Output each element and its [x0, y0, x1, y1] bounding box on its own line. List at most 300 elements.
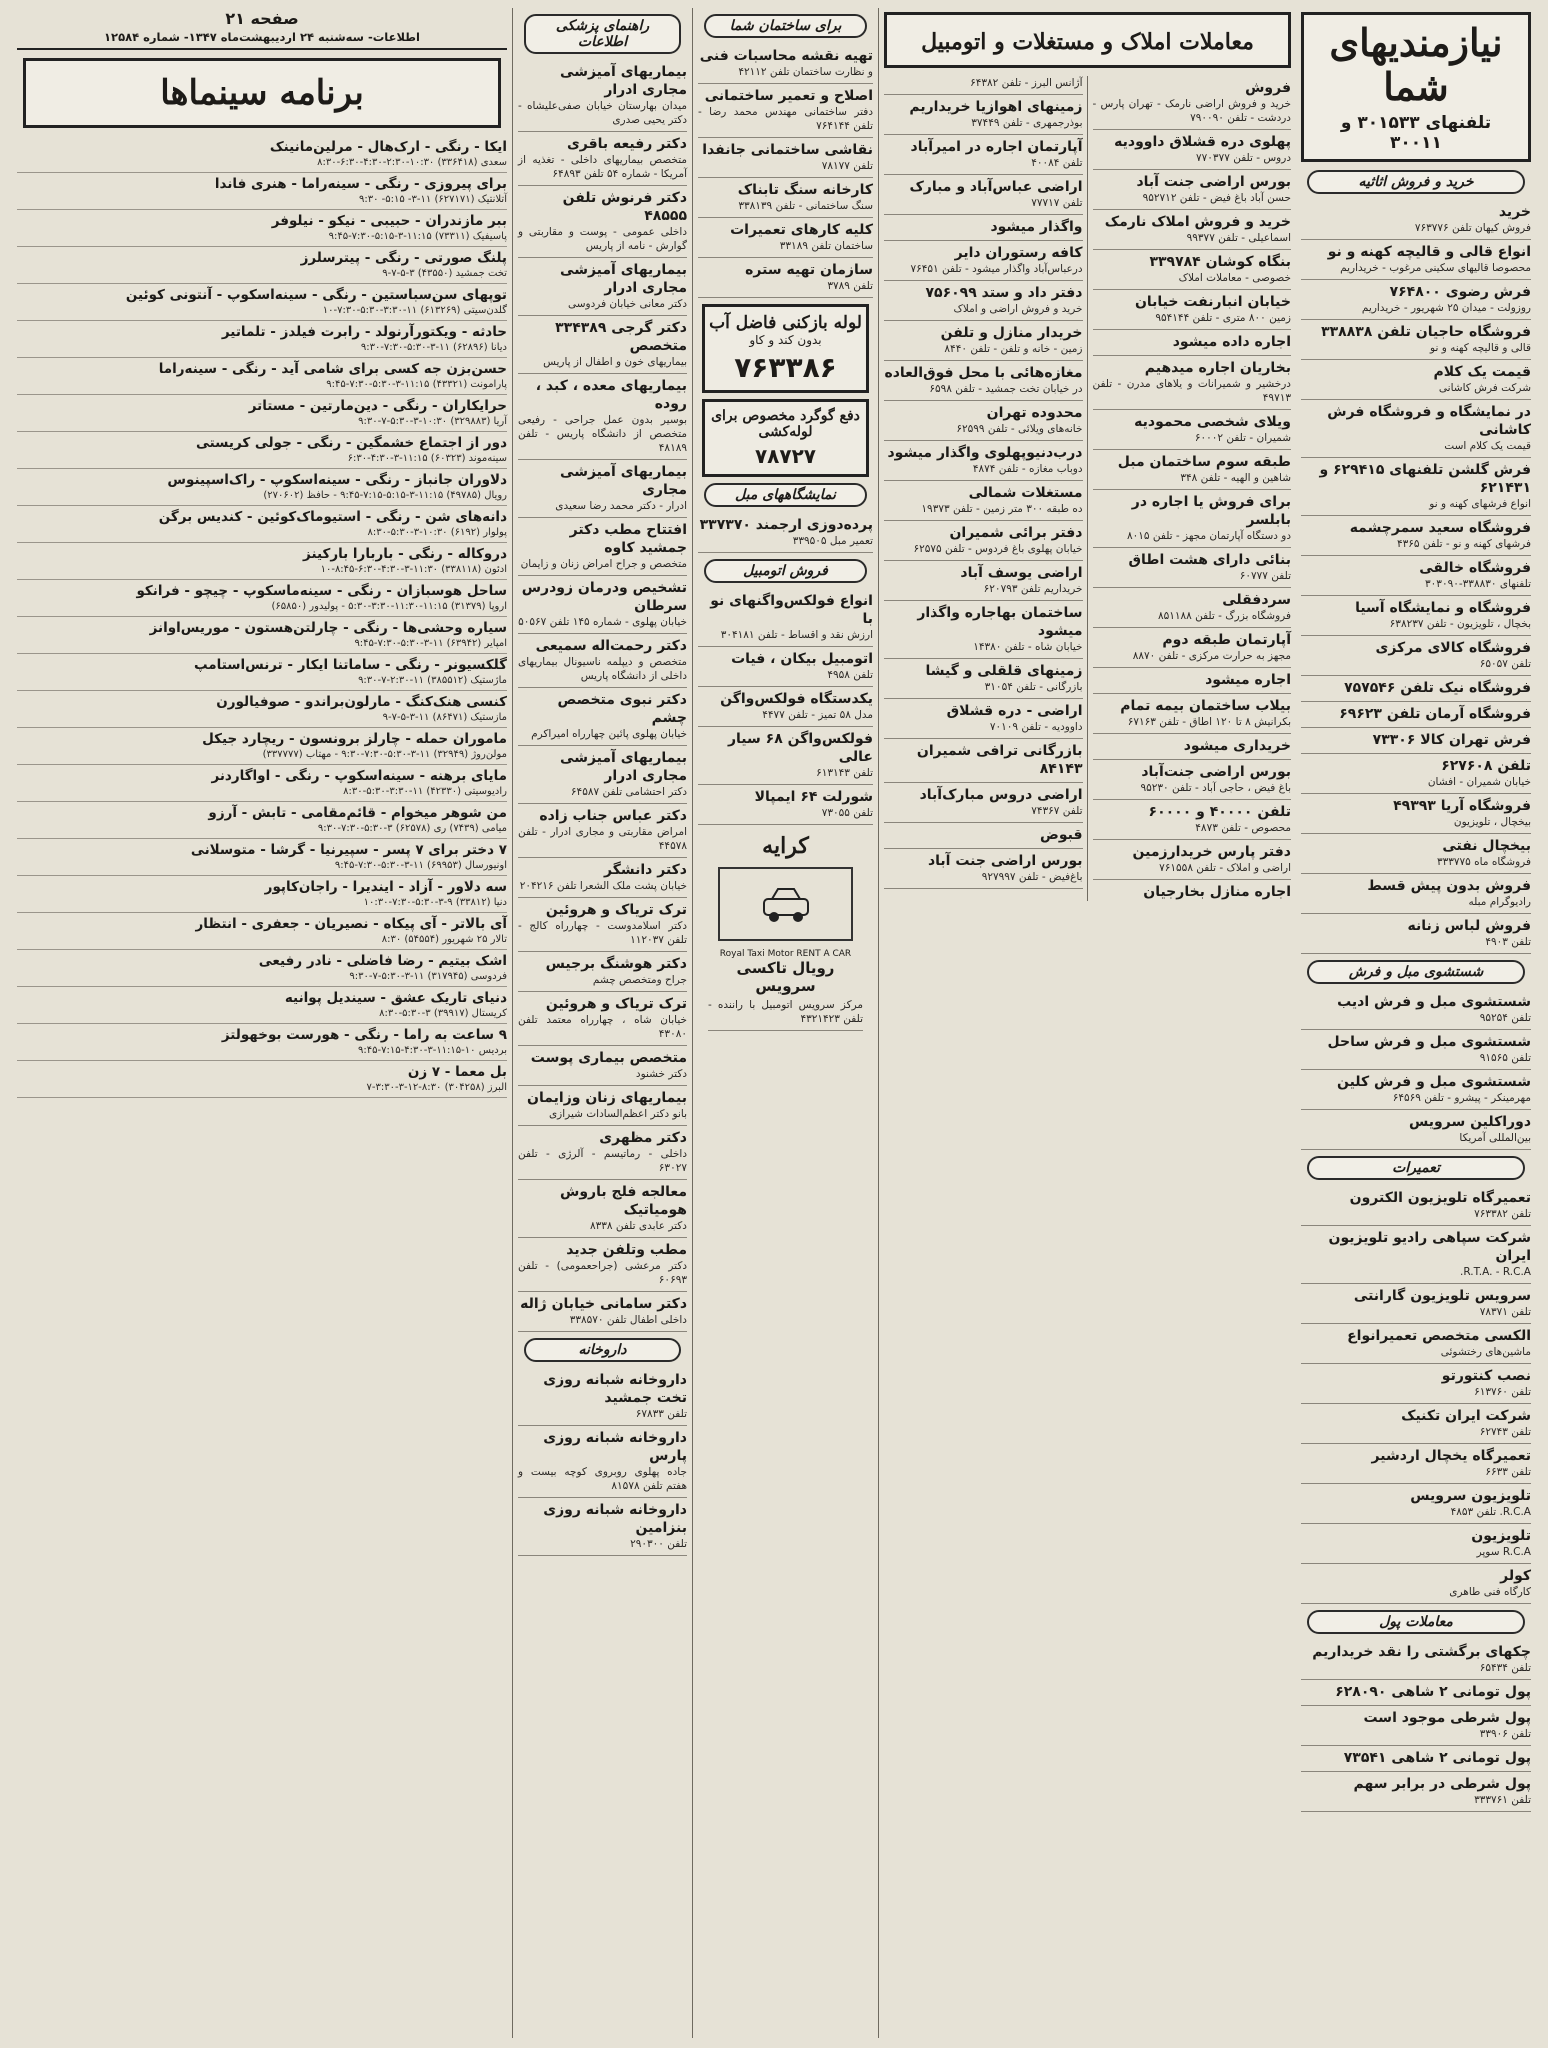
ad-title: قیمت یک کلام [1433, 364, 1531, 380]
ad-title: فروشگاه کالای مرکزی [1375, 640, 1531, 656]
ad-title: حادثه - ویکتورآرنولد - رابرت فیلدز - تلماتیر [221, 324, 507, 340]
ad-title: چکهای برگشتی را نقد خریداریم [1312, 1644, 1531, 1660]
ad-item [1301, 400, 1531, 458]
ad-title: دکتر سامانی خیابان ژاله [520, 1296, 687, 1312]
ad-item [518, 258, 687, 316]
ad-body: تلفن ۶۵۰۵۷ [1479, 658, 1531, 670]
ad-item [884, 601, 1083, 659]
page-number: صفحه ۲۱ [225, 9, 299, 28]
ad-title: فرش گلشن تلفنهای ۶۲۹۴۱۵ و ۶۲۱۴۳۱ [1319, 462, 1531, 496]
ad-item [17, 321, 507, 358]
ad-title: دکتر عباس جناب زاده [539, 808, 687, 824]
ad-title: بیماریهای معده ، کبد ، روده [535, 378, 687, 412]
ad-item [884, 401, 1083, 441]
drain-cleaning-box [702, 304, 869, 393]
ad-title: گلکسیونر - رنگی - ساماتنا ایکار - ترنس‌استامپ [193, 657, 507, 673]
ad-item [1301, 1226, 1531, 1284]
ad-item [698, 513, 873, 553]
ad-item [1093, 490, 1292, 548]
ad-body: تلفن ۴۹۰۳ [1485, 936, 1531, 948]
ad-body: خیابان شاه - تلفن ۱۴۳۸۰ [973, 641, 1083, 653]
ad-title: مایای برهنه - سینه‌اسکوپ - رنگی - اواگاردنر [211, 768, 507, 784]
ad-body: گلدن‌سیتی (۶۱۳۲۶۹) ۱۱-۳:۳۰-۵:۳۰-۷:۳۰-۱۰ [322, 305, 507, 316]
ad-title: آپارتمان طبقه دوم [1162, 632, 1291, 648]
construction-list [698, 44, 873, 298]
ad-title: دفتر پارس خریدارزمین [1132, 844, 1291, 860]
ad-title: کولر [1500, 1568, 1531, 1584]
ad-body: تلفن ۷۸۱۷۷ [821, 160, 873, 172]
ad-item [17, 691, 507, 728]
ad-item [1301, 458, 1531, 516]
ad-item [17, 247, 507, 284]
ad-body: داخلی عمومی - پوست و مقاربتی و گوارش - نامه از پاریس [518, 226, 687, 252]
ad-body: بازرگانی - تلفن ۳۱۰۵۴ [984, 681, 1083, 693]
ad-body: متخصص بیماریهای داخلی - تغذیه از آمریکا - شماره ۵۴ تلفن ۶۴۸۹۳ [518, 154, 687, 180]
needs-section-list [1301, 1640, 1531, 1812]
ad-item [884, 175, 1083, 215]
ad-item [1301, 320, 1531, 360]
ad-body: خریداریم تلفن ۶۲۰۷۹۳ [983, 583, 1083, 595]
ad-body: مهرمینکر - پیشرو - تلفن ۶۴۵۶۹ [1392, 1092, 1531, 1104]
construction-column [692, 8, 878, 2038]
ad-title: دنیای تاریک عشق - سیندیل پوانیه [284, 990, 507, 1006]
ad-body: پاسیفیک (۷۳۳۱۱) ۱۱:۱۵-۳-۵:۱۵-۷:۳۰-۹:۴۵ [328, 231, 507, 242]
ad-body: دوباب مغازه - تلفن ۴۸۷۴ [972, 463, 1083, 475]
ad-item [1301, 1706, 1531, 1746]
ad-body: تلفن ۷۴۳۶۷ [1031, 805, 1083, 817]
ad-body: بیخچال ، تلویزیون [1453, 816, 1531, 828]
ad-body: دفتر ساختمانی مهندس محمد رضا - تلفن ۷۶۴۱۴۴ [698, 106, 873, 132]
ad-body: آتلانتیک (۶۲۷۱۷۱) ۱۱-۳- ۵:۱۵- ۹:۳۰ [358, 194, 507, 205]
ad-item [1093, 130, 1292, 170]
ad-body: تلفن ۶۲۷۴۳ [1479, 1426, 1531, 1438]
ad-item [698, 44, 873, 84]
ad-item [518, 1292, 687, 1332]
ad-item [1093, 628, 1292, 668]
ad-body: تلفن ۴۰۰۸۴ [1031, 157, 1083, 169]
ad-item [884, 521, 1083, 561]
ad-title: دکتر هوشنگ برجیس [545, 956, 687, 972]
ad-body: متخصص و دیپلمه ناسیونال بیماریهای داخلی از دانشگاه پاریس [518, 656, 687, 682]
ad-title: زمینهای اهوازیا خریداریم [909, 99, 1083, 115]
ad-title: اشک بیتیم - رضا فاضلی - نادر رفیعی [258, 953, 507, 969]
ad-item [518, 576, 687, 634]
ad-title: دور از اجتماع خشمگین - رنگی - جولی کریستی [195, 435, 507, 451]
ad-body: داخلی - رماتیسم - آلرژی - تلفن ۶۳۰۲۷ [518, 1148, 687, 1174]
ad-item [884, 441, 1083, 481]
ad-body: دکتر خشنود [635, 1068, 687, 1080]
ad-item [1093, 548, 1292, 588]
ad-body: خصوصی - معاملات املاک [1178, 272, 1291, 284]
ad-body: تلفن ۳۳۳۷۶۱ [1474, 1794, 1531, 1806]
ad-title: در نمایشگاه و فروشگاه فرش کاشانی [1327, 404, 1531, 438]
ad-title: تلویزیون سرویس [1410, 1488, 1531, 1504]
ad-body: محصوصا قالیهای سکینی مرغوب - خریداریم [1340, 262, 1531, 274]
ad-item [1301, 1444, 1531, 1484]
ad-body: آژانس البرز - تلفن ۶۴۳۸۲ [970, 77, 1083, 89]
ad-body: قیمت یک کلام است [1444, 440, 1531, 452]
ad-item [518, 60, 687, 132]
ad-title: فولکس‌واگن ۶۸ سیار عالی [727, 731, 873, 765]
ad-title: شستشوی مبل و فرش ادیب [1337, 994, 1531, 1010]
ad-body: در خیابان تخت جمشید - تلفن ۶۵۹۸ [929, 383, 1083, 395]
ad-body: تلفن ۶۱۳۱۴۳ [816, 767, 873, 779]
ad-body: تلفن ۷۷۷۱۷ [1031, 197, 1083, 209]
ad-item [17, 802, 507, 839]
ad-item [1093, 734, 1292, 760]
royal-taxi-logo [718, 867, 853, 941]
ad-body: ارزش نقد و اقساط - تلفن ۳۰۴۱۸۱ [720, 629, 873, 641]
ad-item [518, 746, 687, 804]
ad-item [1093, 450, 1292, 490]
ad-body: مولن‌روژ (۳۲۹۴۹) ۱۱-۳-۵:۳۰-۷:۳۰-۹:۳۰ - مهتاب (۳۳۷۷۷۷) [262, 749, 507, 760]
ad-item [518, 132, 687, 186]
estate-title: معاملات املاک و مستغلات و اتومبیل [921, 29, 1254, 55]
ad-body: بردیس ۱۰-۱۱:۱۵-۳-۴:۳۰-۷:۱۵-۹:۴۵ [358, 1045, 507, 1056]
ad-title: خرید و فروش املاک نارمک [1104, 214, 1291, 230]
ad-title: کافه رستوران دایر [954, 245, 1083, 261]
ad-item [884, 699, 1083, 739]
ad-body: اونیورسال (۶۹۹۵۳) ۱۱-۳-۵:۳۰-۷:۳۰-۹:۴۵ [334, 860, 507, 871]
ad-item [884, 823, 1083, 849]
ad-body: داخلی اطفال تلفن ۳۳۸۵۷۰ [569, 1314, 687, 1326]
ad-item [1301, 1524, 1531, 1564]
ad-body: خیابان شاه ، چهارراه معتمد تلفن ۴۳۰۸۰ [518, 1014, 687, 1040]
ad-item [1301, 1364, 1531, 1404]
ad-item [518, 1498, 687, 1556]
ad-item [17, 358, 507, 395]
ad-title: پلنگ صورتی - رنگی - پیترسلرز [300, 250, 507, 266]
ad-title: الکسی متخصص تعمیرانواع [1347, 1328, 1531, 1344]
ad-body: دو دستگاه آپارتمان مجهز - تلفن ۸۰۱۵ [1126, 530, 1291, 542]
ad-item [1301, 1070, 1531, 1110]
ad-body: رویال (۴۹۷۸۵) ۱۱:۱۵-۳-۵:۱۵-۷:۱۵-۹:۴۵ - حافظ (۲۷۰۶۰۲) [263, 490, 507, 501]
ad-item [17, 654, 507, 691]
ad-item [884, 321, 1083, 361]
ad-item [698, 589, 873, 647]
ad-body: اروپا (۳۱۳۷۹) ۱۱:۱۵-۱۱:۳۰-۳:۳۰-۵:۳۰ - پولیدور (۶۵۸۵۰) [271, 601, 507, 612]
ad-body: باغ‌فیض - تلفن ۹۲۷۹۹۷ [981, 871, 1083, 883]
ad-title: بنائی دارای هشت اطاق [1128, 552, 1291, 568]
ad-item [1093, 330, 1292, 356]
ad-title: بیلاب ساختمان بیمه تمام [1120, 698, 1291, 714]
ad-item [518, 460, 687, 518]
ad-item [518, 518, 687, 576]
ad-item [518, 186, 687, 258]
ad-item [1301, 794, 1531, 834]
exhibitions-header: نمایشگاههای مبل [704, 483, 867, 507]
ad-item [698, 84, 873, 138]
ad-item [17, 543, 507, 580]
ad-item [884, 361, 1083, 401]
ad-body: خیابان شمیران - افشان [1427, 776, 1531, 788]
ad-body: دکتر احتشامی تلفن ۶۴۵۸۷ [570, 786, 687, 798]
ad-title: سرویس تلویزیون گارانتی [1353, 1288, 1531, 1304]
ad-title: دروکاله - رنگی - باربارا بارکینز [303, 546, 507, 562]
ad-title: دکتر نبوی متخصص چشم [557, 692, 687, 726]
ad-title: دکتر مظهری [599, 1130, 687, 1146]
ad-title: ایکا - رنگی - ارک‌هال - مرلین‌مانینک [269, 139, 507, 155]
ad-title: اجاره میشود [1205, 672, 1291, 688]
ad-title: فرش رضوی ۷۶۴۸۰۰ [1389, 284, 1531, 300]
ad-item [884, 215, 1083, 241]
ad-body: مجهز به حرارت مرکزی - تلفن ۸۸۷۰ [1132, 650, 1291, 662]
cars-list [698, 589, 873, 825]
ad-body: دکتر مرعشی (جراحعمومی) - تلفن ۶۰۶۹۳ [518, 1260, 687, 1286]
ad-body: خیابان پشت ملک الشعرا تلفن ۲۰۴۲۱۶ [519, 880, 687, 892]
ad-title: بیماریهای آمیزشی مجاری ادرار [560, 262, 687, 296]
ad-body: خیابان پهلوی پائین چهارراه امیراکرم [531, 728, 687, 740]
ad-body: بخچال ، تلویزیون - تلفن ۶۳۸۲۳۷ [1389, 618, 1531, 630]
ad-body: ماژستیک (۳۸۵۵۱۲) ۱۱-۲:۳۰-۷-۹:۳۰ [358, 675, 507, 686]
ad-body: تلفن ۳۷۸۹ [827, 280, 873, 292]
ad-item [518, 1368, 687, 1426]
ad-item [17, 432, 507, 469]
ad-item [698, 687, 873, 727]
ad-item [518, 858, 687, 898]
pharmacy-header: داروخانه [524, 1338, 681, 1362]
ad-item [17, 580, 507, 617]
ad-title: فروشگاه خالقی [1419, 560, 1531, 576]
ad-title: برای فروش یا اجاره در بابلسر [1131, 494, 1291, 528]
ad-title: فروش [1245, 80, 1291, 96]
ad-title: بیماریهای آمیزشی مجاری [560, 464, 687, 498]
ad-item [1301, 1640, 1531, 1680]
ad-item [518, 1238, 687, 1292]
ad-item [1301, 914, 1531, 954]
ad-body: ده طبقه ۳۰۰ متر زمین - تلفن ۱۹۳۷۳ [921, 503, 1083, 515]
ad-item [17, 506, 507, 543]
ad-title: بنگاه کوشان ۳۳۹۷۸۴ [1149, 254, 1291, 270]
cinema-list [17, 136, 507, 1098]
ad-item [518, 634, 687, 688]
ad-title: پول تومانی ۲ شاهی ۶۲۸۰۹۰ [1335, 1684, 1531, 1700]
ad-body: خیابان پهلوی باغ فردوس - تلفن ۶۲۵۷۵ [913, 543, 1083, 555]
pest-control-box [702, 399, 869, 477]
ad-item [1301, 516, 1531, 556]
ad-body: بکرانیش ۸ تا ۱۲۰ اطاق - تلفن ۶۷۱۶۳ [1127, 716, 1291, 728]
ad-title: بل معما - ۷ زن [407, 1064, 507, 1080]
drain-box-line2: بدون کند و کاو [749, 333, 822, 347]
ad-item [1301, 596, 1531, 636]
pest-box-phone: ۷۸۷۲۷ [754, 444, 817, 468]
ad-title: زمینهای قلقلی و گیشا [925, 663, 1083, 679]
ad-item [884, 481, 1083, 521]
ad-title: نصب کنتورتو [1441, 1368, 1531, 1384]
ad-title: اراضی عباس‌آباد و مبارک [909, 179, 1083, 195]
ad-title: شستشوی مبل و فرش ساحل [1327, 1034, 1531, 1050]
ad-body: کارگاه فنی طاهری [1449, 1586, 1531, 1598]
ad-title: تلفن ۶۲۷۶۰۸ [1441, 758, 1531, 774]
ad-item [698, 138, 873, 178]
ad-item [1093, 356, 1292, 410]
ad-item [1301, 1564, 1531, 1604]
ad-item [884, 95, 1083, 135]
ad-body: تلفن ۴۹۵۸ [827, 669, 873, 681]
ad-title: نقاشی ساختمانی جانفدا [702, 142, 873, 158]
ad-item [884, 849, 1083, 889]
ad-title: دوراکلین سرویس [1408, 1114, 1531, 1130]
ad-item [1301, 1110, 1531, 1150]
medical-header: راهنمای پزشکی اطلاعات [524, 14, 681, 54]
ad-item [1301, 1772, 1531, 1812]
needs-title: نیازمندیهای شما [1329, 20, 1503, 109]
ad-item [17, 1061, 507, 1098]
ad-title: تعمیرگاه یخچال اردشیر [1371, 1448, 1531, 1464]
ad-item [1301, 834, 1531, 874]
ad-title: خرید [1498, 204, 1531, 220]
ad-title: فروشگاه و نمایشگاه آسیا [1355, 600, 1531, 616]
ad-title: فروش لباس زنانه [1407, 918, 1531, 934]
ad-title: برای پیروزی - رنگی - سینه‌راما - هنری فاندا [214, 176, 507, 192]
ad-body: میدان بهارستان خیابان صفی‌علیشاه - دکتر یحیی صدری [518, 100, 687, 126]
ad-title: داروخانه شبانه روزی پارس [543, 1430, 687, 1464]
ad-item [518, 992, 687, 1046]
ad-body: ادئون (۳۳۸۱۱۸) ۱۱:۳۰-۳-۴:۳۰-۶:۳۰-۸:۴۵-۱۰ [320, 564, 507, 575]
ad-item [1301, 1284, 1531, 1324]
ad-body: تلفن ۳۳۹۰۶ [1479, 1728, 1531, 1740]
ad-item [17, 1024, 507, 1061]
ad-title: کنسی هنک‌کنگ - مارلون‌براندو - صوفیالورن [216, 694, 507, 710]
ad-body: R.C.A. تلفن ۴۸۵۳ [1450, 1506, 1531, 1518]
ad-body: اراضی و املاک - تلفن ۷۶۱۵۵۸ [1159, 862, 1291, 874]
ad-body: خرید و فروش اراضی و املاک [953, 303, 1083, 315]
estate-masthead [884, 12, 1291, 68]
ad-body: سینه‌موند (۶۰۳۲۳) ۱۱:۱۵-۳-۴:۳۰-۶:۳۰ [347, 453, 507, 464]
ad-title: انواع قالی و قالیچه کهنه و نو [1327, 244, 1531, 260]
ad-item [518, 316, 687, 374]
ad-body: و نظارت ساختمان تلفن ۴۲۱۱۲ [738, 66, 873, 78]
ad-title: شرکت سپاهی رادیو تلویزیون ایران [1328, 1230, 1531, 1264]
ad-body: تلفن ۹۱۵۶۵ [1479, 1052, 1531, 1064]
ad-item [1301, 1746, 1531, 1772]
ad-item [1301, 360, 1531, 400]
ad-body: ساختمان تلفن ۳۳۱۸۹ [779, 240, 873, 252]
taxi-car-icon [756, 879, 816, 929]
needs-section-list [1301, 200, 1531, 954]
ad-body: تلفن ۶۵۴۳۴ [1479, 1662, 1531, 1674]
ad-item [17, 839, 507, 876]
ad-body: تخت جمشید (۴۳۵۵۰) ۳-۵-۷-۹ [382, 268, 507, 279]
ad-item [1301, 636, 1531, 676]
ad-title: بازرگانی ترافی شمیران ۸۴۱۴۳ [916, 743, 1083, 777]
ad-item [884, 783, 1083, 823]
ad-title: مغازه‌هائی با محل فوق‌العاده [884, 365, 1083, 381]
ad-body: داوودیه - تلفن ۷۰۱۰۹ [989, 721, 1083, 733]
ad-title: اجاره داده میشود [1172, 334, 1291, 350]
medical-column [512, 8, 692, 2038]
ad-body: خانه‌های ویلائی - تلفن ۶۲۵۹۹ [956, 423, 1083, 435]
ad-item [1301, 280, 1531, 320]
ad-body: تلفنهای ۳۳۸۸۳۰-۳۰۳۰۹۰ [1425, 578, 1531, 590]
estate-list [884, 76, 1291, 901]
ad-title: محدوده تهران [986, 405, 1083, 421]
ad-title: پول شرطی موجود است [1363, 1710, 1531, 1726]
ad-title: تلفن ۴۰۰۰۰ و ۶۰۰۰۰ [1148, 804, 1291, 820]
ad-item [518, 804, 687, 858]
ad-item [884, 561, 1083, 601]
ad-body: تلفن ۷۸۳۷۱ [1479, 1306, 1531, 1318]
ad-title: سازمان تهیه ستره [745, 262, 873, 278]
ad-title: آی بالاتر - آی پیکاه - نصیریان - جعفری - انتظار [195, 916, 507, 932]
ad-body: فردوسی (۳۱۷۹۴۵) ۱۱-۳-۵:۳۰-۷-۹:۳۰ [349, 971, 507, 982]
ad-item [17, 913, 507, 950]
ad-body: مازستیک (۸۶۴۷۱) ۱۱-۳-۵-۷-۹ [382, 712, 507, 723]
ad-body: جاده پهلوی روبروی کوچه بیست و هفتم تلفن ۸۱۵۷۸ [518, 1466, 687, 1492]
ad-title: مطب وتلفن جدید [566, 1242, 687, 1258]
estate-column [878, 8, 1296, 2038]
ad-body: روزولت - میدان ۲۵ شهریور - خریداریم [1361, 302, 1531, 314]
needs-phones: تلفنهای ۳۰۱۵۳۳ و ۳۰۰۱۱ [1340, 113, 1492, 153]
ad-body: زمین - خانه و تلفن - تلفن ۸۴۴۰ [944, 343, 1083, 355]
ad-item [698, 258, 873, 298]
ad-body: تعمیر مبل ۳۳۹۵۰۵ [792, 535, 873, 547]
ad-title: یکدستگاه فولکس‌واگن [720, 691, 873, 707]
needs-section-list [1301, 990, 1531, 1150]
ad-body: حسن آباد باغ فیض - تلفن ۹۵۲۷۱۲ [1142, 192, 1291, 204]
ad-title: دکتر رفیعه باقری [566, 136, 687, 152]
ad-title: فروش بدون پیش قسط [1367, 878, 1531, 894]
ad-item [518, 898, 687, 952]
ad-item [17, 136, 507, 173]
ad-title: خیابان انبارنفت خیابان [1134, 294, 1291, 310]
ad-item [518, 952, 687, 992]
ad-title: سیاره وحشی‌ها - رنگی - چارلتن‌هستون - موریس‌اوانز [149, 620, 507, 636]
ad-item [1301, 1404, 1531, 1444]
ad-title: دکتر رحمت‌اله سمیعی [535, 638, 687, 654]
ad-item [1093, 290, 1292, 330]
ad-body: کریستال (۳۹۹۱۷) ۳-۵:۳۰-۸:۳۰ [379, 1008, 507, 1019]
ad-item [884, 135, 1083, 175]
ad-body: میامی (۷۴۳۹) ری (۶۲۵۷۸) ۳-۵:۳۰-۷:۳۰-۹:۳۰ [317, 823, 507, 834]
needs-section-list [1301, 1186, 1531, 1604]
ad-title: بورس اراضی جنت‌آباد [1141, 764, 1291, 780]
ad-title: ترک تریاک و هروئین [545, 996, 687, 1012]
ad-title: شرکت ایران تکنیک [1401, 1408, 1531, 1424]
ad-body: شمیران - تلفن ۶۰۰۰۲ [1194, 432, 1291, 444]
ad-title: فروشگاه آرمان تلفن ۶۹۶۲۳ [1339, 706, 1531, 722]
ad-item [698, 178, 873, 218]
ad-title: بورس اراضی جنت آباد [927, 853, 1083, 869]
ad-body: پارامونت (۴۳۳۲۱) ۱۱:۱۵-۳-۵:۳۰-۷:۳۰-۹:۴۵ [326, 379, 507, 390]
ad-item [1301, 1680, 1531, 1706]
ad-body: تلفن ۷۳۰۵۵ [821, 807, 873, 819]
medical-list [518, 60, 687, 1332]
ad-body: البرز (۳۰۴۲۵۸) ۸:۳۰-۱۲-۳-۳:۳۰-۷ [366, 1082, 507, 1093]
drain-box-line1: لوله بازکنی فاضل آب [709, 313, 862, 333]
ad-item [698, 647, 873, 687]
ad-title: مستغلات شمالی [968, 485, 1083, 501]
ad-title: پرده‌دوزی ارجمند ۳۳۷۳۷۰ [699, 517, 873, 533]
ad-title: درب‌دنیوپهلوی واگذار میشود [887, 445, 1083, 461]
ad-body: بیماریهای خون و اطفال از پاریس [543, 356, 687, 368]
ad-item [17, 210, 507, 247]
ad-title: تلویزیون [1471, 1528, 1531, 1544]
ad-title: تهیه نقشه محاسبات فنی [699, 48, 873, 64]
ad-body: دروس - تلفن ۷۷۰۳۷۷ [1196, 152, 1291, 164]
ad-body: فروش کیهان تلفن ۷۶۳۷۷۶ [1414, 222, 1531, 234]
cinema-header: برنامه سینماها [23, 58, 501, 128]
ad-title: اراضی - دره قشلاق [946, 703, 1083, 719]
ad-body: تلفن ۶۰۷۷۷ [1239, 570, 1291, 582]
ad-body: رادیوگرام مبله [1468, 896, 1531, 908]
needs-section-header: تعمیرات [1307, 1156, 1525, 1180]
ad-title: اراضی یوسف آباد [960, 565, 1083, 581]
ad-item [698, 218, 873, 258]
ad-item [1093, 170, 1292, 210]
ad-item [17, 469, 507, 506]
ad-title: فروشگاه آریا ۴۹۳۹۳ [1393, 798, 1531, 814]
